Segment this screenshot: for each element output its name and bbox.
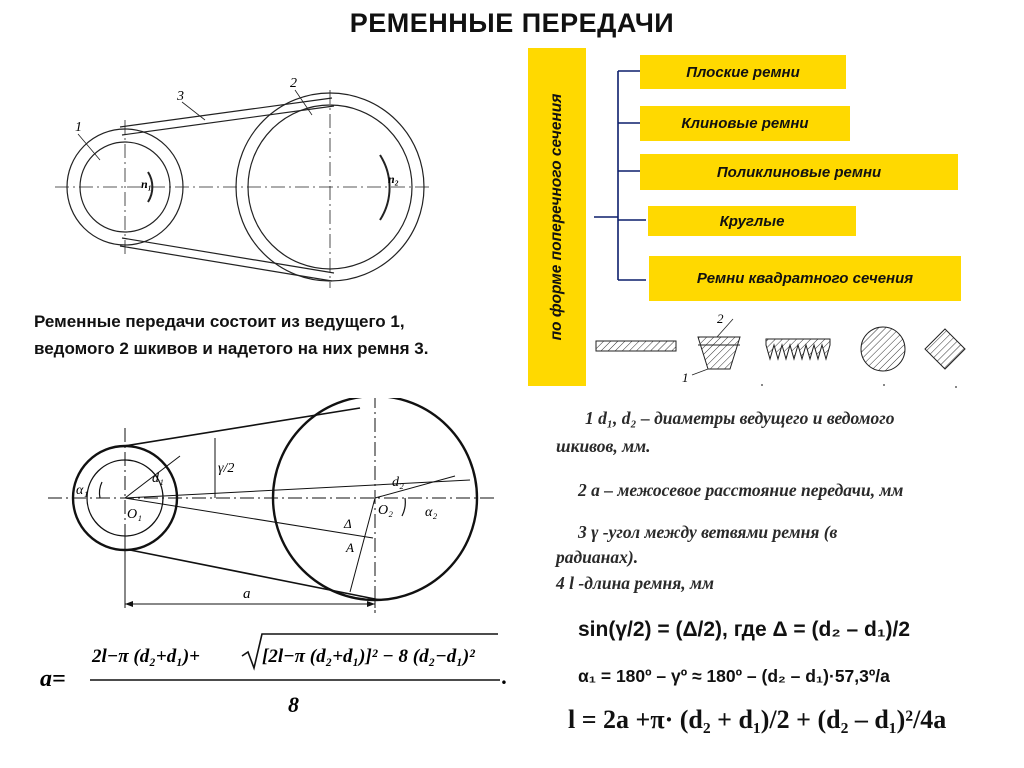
belt-geometry-diagram — [40, 398, 530, 618]
classification-header-text: по форме поперечного сечения — [548, 93, 565, 341]
category-flat-belts: Плоские ремни — [640, 55, 846, 89]
description-line-2: ведомого 2 шкивов и надетого на них ремня 3. — [34, 339, 429, 358]
section-label-1: 1 — [682, 370, 689, 385]
label-alpha2: α₂ — [425, 505, 438, 520]
label-n1: n₁ — [141, 177, 152, 191]
description-line-1: Ременные передачи состоит из ведущего 1, — [34, 312, 405, 331]
belt-lower-branch — [130, 550, 380, 600]
label-3: 3 — [177, 89, 184, 104]
label-O2: O₂ — [378, 503, 393, 518]
category-round-belts: Круглые — [648, 206, 856, 236]
formula-center-distance — [30, 628, 530, 724]
formula-a-end: . — [502, 664, 508, 689]
poly-v-belt-section — [766, 339, 830, 359]
note-4: 4 l -длина ремня, мм — [556, 573, 714, 593]
belt-bottom-inner — [122, 238, 334, 273]
belt-upper-branch — [124, 408, 360, 446]
square-belt-section — [925, 329, 965, 369]
label-delta: Δ — [344, 516, 352, 531]
note-3-line-2: радианах). — [556, 547, 639, 567]
belt-drive-sketch — [40, 60, 440, 300]
label-2: 2 — [290, 76, 297, 91]
category-poly-v-belts: Поликлиновые ремни — [640, 154, 958, 190]
belt-cross-sections — [590, 305, 990, 395]
belt-top-inner — [122, 106, 334, 135]
formula-a-root: [2l−π (d₂+d₁)]² − 8 (d₂−d₁)² — [262, 646, 475, 667]
category-square-belts: Ремни квадратного сечения — [649, 256, 961, 301]
formula-a-denominator: 8 — [288, 692, 299, 717]
label-O1: O₁ — [127, 507, 142, 522]
label-n2: n₂ — [388, 172, 399, 186]
formula-a-numerator: 2l−π (d₂+d₁)+ — [92, 646, 200, 667]
formula-length: l = 2a +π· (d₂ + d₁)/2 + (d₂ – d₁)²/4a — [568, 705, 947, 734]
belt-top-outer — [120, 98, 332, 127]
note-3-line-1: 3 γ -угол между ветвями ремня (в — [578, 522, 838, 542]
description — [34, 308, 514, 362]
note-1-line-2: шкивов, мм. — [556, 436, 651, 456]
label-a: a — [243, 586, 251, 602]
page-title: РЕМЕННЫЕ ПЕРЕДАЧИ — [349, 8, 675, 38]
round-belt-section — [861, 327, 905, 371]
note-1-line-1: 1 d₁, d₂ – диаметры ведущего и ведомого — [585, 408, 895, 428]
label-alpha1: α₁ — [76, 483, 89, 498]
label-1: 1 — [75, 120, 82, 135]
formula-alpha: α₁ = 180º – γº ≈ 180º – (d₂ – d₁)·57,3º/a — [578, 666, 890, 686]
formula-sin: sin(γ/2) = (Δ/2), где Δ = (d₂ – d₁)/2 — [578, 618, 911, 641]
flat-belt-section — [596, 341, 676, 351]
section-label-2: 2 — [717, 311, 724, 326]
category-v-belts: Клиновые ремни — [640, 106, 850, 141]
label-A: A — [346, 540, 354, 555]
note-2: 2 a – межосевое расстояние передачи, мм — [578, 480, 904, 500]
formula-a-lhs: a= — [40, 666, 66, 692]
label-d1: d₁ — [152, 471, 164, 486]
label-gamma: γ/2 — [218, 461, 235, 476]
v-belt-section — [698, 337, 740, 369]
label-d2: d₂ — [392, 475, 404, 490]
